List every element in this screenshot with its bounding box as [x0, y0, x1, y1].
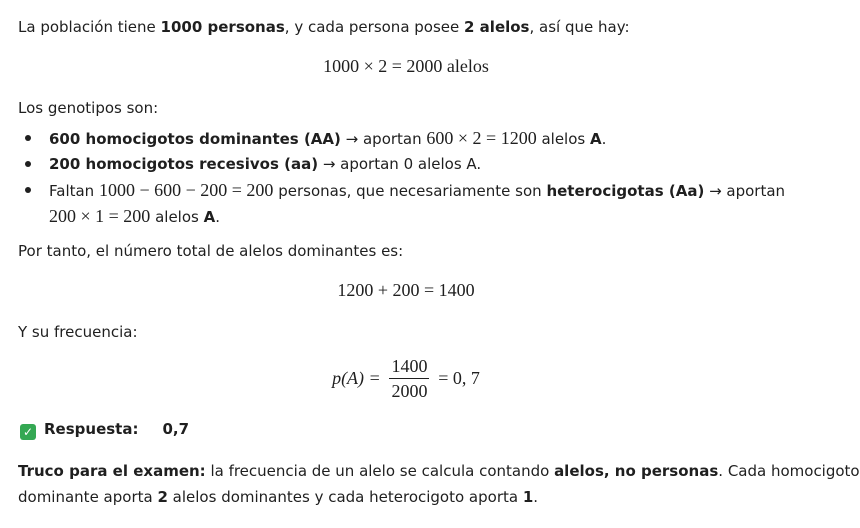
intro-paragraph [18, 17, 630, 37]
tip-line-1 [18, 461, 860, 481]
bullet-text-2: → aportan [704, 182, 786, 200]
bullet-bold-2: A [590, 130, 602, 148]
intro-text-3: , así que hay: [529, 18, 630, 36]
fraction-denominator: 2000 [391, 381, 428, 401]
fraction [389, 356, 429, 401]
tip-text-3: dominante aporta [18, 488, 158, 506]
bullet-text: → aportan 0 alelos A. [318, 155, 482, 173]
frequency-label: Y su frecuencia: [18, 323, 138, 341]
tip-bold-3: 2 [157, 488, 168, 506]
bullet-bold-line2: A [203, 208, 216, 226]
bullet-bold: heterocigotas (Aa) [546, 182, 705, 200]
genotypes-label: Los genotipos son: [18, 99, 159, 117]
bullet-math-line2: 200 × 1 = 200 [49, 206, 151, 226]
bullet-bold: 200 homocigotos recesivos (aa) [49, 155, 319, 173]
frequency-lhs: p(A) = [332, 368, 381, 388]
bullet [25, 187, 31, 193]
answer-value: 0,7 [162, 420, 190, 438]
frequency-rhs: = 0, 7 [438, 368, 480, 388]
bullet [25, 135, 31, 141]
equation-alleles: 1000 × 2 = 2000 alelos [323, 56, 489, 76]
answer-line [20, 419, 189, 440]
total-label: Por tanto, el número total de alelos dominantes es: [18, 242, 404, 260]
bullet-pre: Faltan [49, 182, 99, 200]
tip-line-2 [18, 487, 538, 507]
tip-text-2: . Cada homocigoto [718, 462, 860, 480]
bullet-math: 600 × 2 = 1200 [426, 128, 537, 148]
bullet-text-2: alelos [536, 130, 590, 148]
equation-total: 1200 + 200 = 1400 [337, 280, 475, 300]
bullet-math: 1000 − 600 − 200 = 200 [98, 180, 274, 200]
tip-text-5: . [533, 488, 539, 506]
tip-text-4: alelos dominantes y cada heterocigoto aporta [167, 488, 523, 506]
bullet [25, 161, 31, 167]
bullet-text: personas, que necesariamente son [273, 182, 547, 200]
tip-bold-2: alelos, no personas [554, 462, 719, 480]
bullet-end: . [601, 130, 607, 148]
bullet-text-line2: alelos [150, 208, 204, 226]
fraction-numerator: 1400 [389, 356, 429, 379]
intro-bold-1: 1000 personas [160, 18, 285, 36]
tip-text-1: la frecuencia de un alelo se calcula contando [205, 462, 555, 480]
tip-bold-1: Truco para el examen: [18, 462, 206, 480]
intro-bold-2: 2 alelos [464, 18, 530, 36]
check-icon: ✓ [20, 424, 36, 440]
intro-text-1: La población tiene [18, 18, 161, 36]
answer-label: Respuesta: [44, 420, 139, 438]
bullet-end-line2: . [215, 208, 220, 226]
tip-bold-4: 1 [522, 488, 534, 506]
intro-text-2: , y cada persona posee [284, 18, 465, 36]
bullet-bold: 600 homocigotos dominantes (AA) [49, 130, 341, 148]
bullet-text: → aportan [340, 130, 427, 148]
equation-frequency [18, 356, 794, 401]
